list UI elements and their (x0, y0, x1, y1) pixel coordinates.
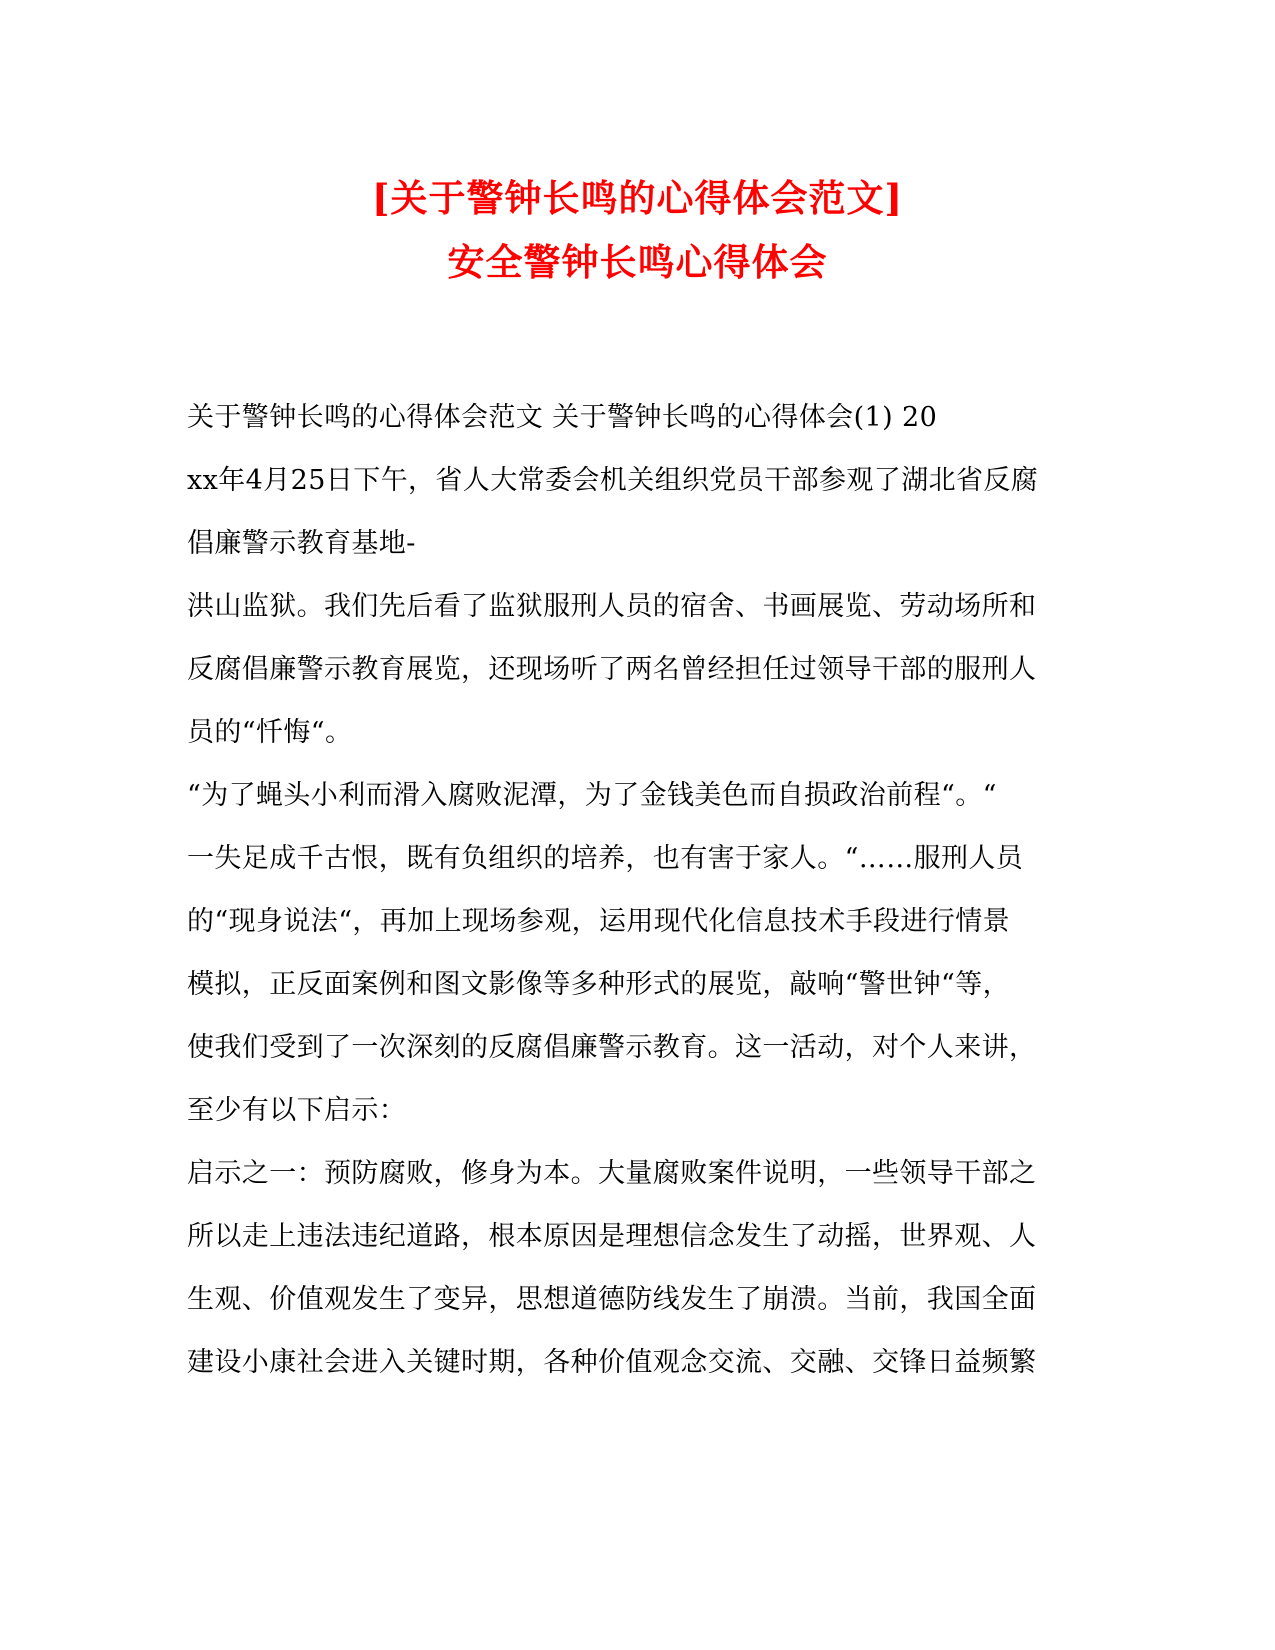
body-line: 模拟，正反面案例和图文影像等多种形式的展览，敲响“警世钟“等， (187, 969, 1011, 1000)
document-title: [关于警钟长鸣的心得体会范文] (371, 176, 903, 220)
body-line: 关于警钟长鸣的心得体会范文 关于警钟长鸣的心得体会(1) 20 (187, 402, 938, 433)
body-line: 倡廉警示教育基地- (187, 528, 416, 559)
body-line: 使我们受到了一次深刻的反腐倡廉警示教育。这一活动，对个人来讲， (187, 1032, 1037, 1063)
body-line: 建设小康社会进入关键时期，各种价值观念交流、交融、交锋日益频繁 (187, 1347, 1037, 1378)
body-line: 的“现身说法“，再加上现场参观，运用现代化信息技术手段进行情景 (187, 906, 1011, 937)
body-line: “为了蝇头小利而滑入腐败泥潭，为了金钱美色而自损政治前程“。“ (187, 780, 997, 811)
body-line: 洪山监狱。我们先后看了监狱服刑人员的宿舍、书画展览、劳动场所和 (187, 591, 1037, 622)
body-line: xx年4月25日下午，省人大常委会机关组织党员干部参观了湖北省反腐 (187, 465, 1039, 496)
body-line: 反腐倡廉警示教育展览，还现场听了两名曾经担任过领导干部的服刑人 (187, 654, 1037, 685)
body-line: 员的“忏悔“。 (187, 717, 353, 748)
body-line: 启示之一：预防腐败，修身为本。大量腐败案件说明，一些领导干部之 (187, 1158, 1037, 1189)
body-line: 至少有以下启示： (187, 1095, 407, 1126)
body-line: 一失足成千古恨，既有负组织的培养，也有害于家人。“……服刑人员 (187, 843, 1024, 874)
body-line: 所以走上违法违纪道路，根本原因是理想信念发生了动摇，世界观、人 (187, 1221, 1037, 1252)
document-subtitle: 安全警钟长鸣心得体会 (447, 240, 828, 284)
body-line: 生观、价值观发生了变异，思想道德防线发生了崩溃。当前，我国全面 (187, 1284, 1037, 1315)
